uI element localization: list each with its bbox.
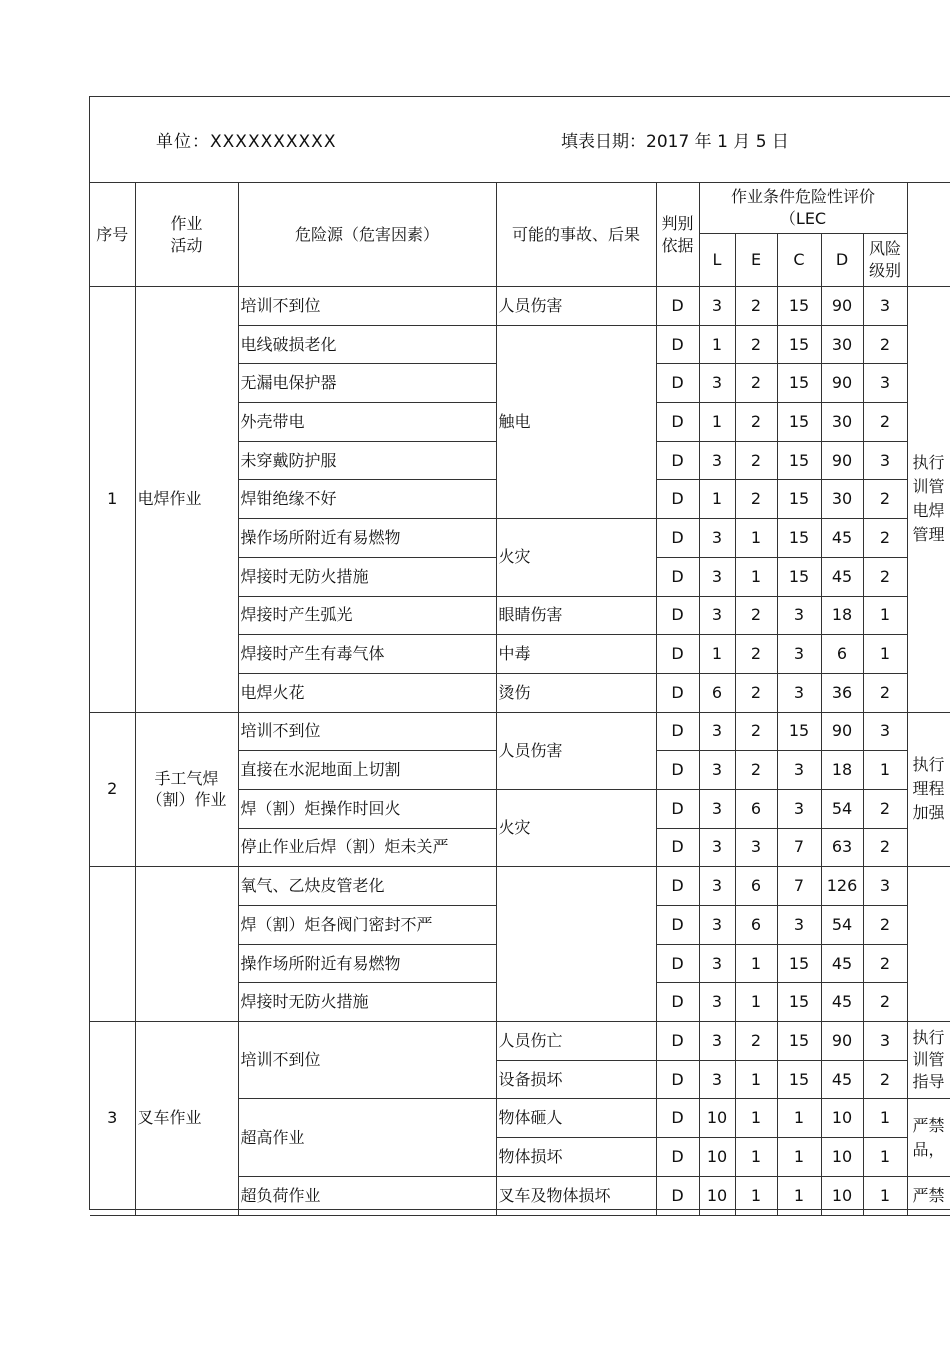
hazard-cell: 焊接时无防火措施 bbox=[238, 983, 496, 1022]
L-cell: 3 bbox=[699, 1060, 735, 1099]
hazard-cell: 直接在水泥地面上切割 bbox=[238, 751, 496, 790]
date-value: 2017 年 1 月 5 日 bbox=[646, 132, 789, 152]
D-cell: 36 bbox=[821, 673, 863, 712]
C-cell: 15 bbox=[777, 519, 821, 558]
L-cell: 3 bbox=[699, 441, 735, 480]
measure-cell: 严禁 bbox=[907, 1176, 950, 1215]
C-cell: 3 bbox=[777, 673, 821, 712]
group-activity: 叉车作业 bbox=[135, 1022, 238, 1215]
D-cell: 10 bbox=[821, 1138, 863, 1177]
level-cell: 2 bbox=[863, 828, 907, 867]
level-cell: 1 bbox=[863, 1138, 907, 1177]
C-cell: 1 bbox=[777, 1176, 821, 1215]
L-cell: 6 bbox=[699, 673, 735, 712]
level-cell: 2 bbox=[863, 403, 907, 442]
hazard-cell: 停止作业后焊（割）炬未关严 bbox=[238, 828, 496, 867]
D-cell: 90 bbox=[821, 287, 863, 326]
consequence-cell: 触电 bbox=[496, 325, 656, 518]
basis-cell: D bbox=[656, 557, 699, 596]
C-cell: 15 bbox=[777, 364, 821, 403]
D-cell: 30 bbox=[821, 403, 863, 442]
level-cell: 3 bbox=[863, 867, 907, 906]
unit-label: 单位： bbox=[156, 132, 210, 152]
E-cell: 2 bbox=[735, 364, 777, 403]
L-cell: 3 bbox=[699, 789, 735, 828]
level-cell: 2 bbox=[863, 673, 907, 712]
hazard-cell: 超负荷作业 bbox=[238, 1176, 496, 1215]
E-cell: 1 bbox=[735, 1176, 777, 1215]
D-cell: 54 bbox=[821, 906, 863, 945]
C-cell: 15 bbox=[777, 1022, 821, 1061]
D-cell: 54 bbox=[821, 789, 863, 828]
unit-field bbox=[156, 127, 336, 152]
hazard-cell: 未穿戴防护服 bbox=[238, 441, 496, 480]
measure-cell: 执行 训管 电焊 管理 bbox=[907, 287, 950, 713]
C-cell: 15 bbox=[777, 557, 821, 596]
col-hazard: 危险源（危害因素） bbox=[238, 183, 496, 287]
table-row bbox=[90, 867, 950, 906]
C-cell: 15 bbox=[777, 480, 821, 519]
L-cell: 3 bbox=[699, 364, 735, 403]
level-cell: 2 bbox=[863, 1060, 907, 1099]
consequence-cell: 叉车及物体损坏 bbox=[496, 1176, 656, 1215]
measure-cell: 执行 理程 加强 bbox=[907, 712, 950, 867]
D-cell: 10 bbox=[821, 1099, 863, 1138]
E-cell: 2 bbox=[735, 751, 777, 790]
D-cell: 90 bbox=[821, 364, 863, 403]
E-cell: 2 bbox=[735, 635, 777, 674]
group-activity bbox=[135, 867, 238, 1022]
col-accident: 可能的事故、后果 bbox=[496, 183, 656, 287]
E-cell: 2 bbox=[735, 325, 777, 364]
basis-cell: D bbox=[656, 1060, 699, 1099]
date-label: 填表日期： bbox=[561, 132, 646, 152]
C-cell: 7 bbox=[777, 867, 821, 906]
level-cell: 2 bbox=[863, 906, 907, 945]
basis-cell: D bbox=[656, 751, 699, 790]
table-row bbox=[90, 1022, 950, 1061]
C-cell: 15 bbox=[777, 325, 821, 364]
level-cell: 2 bbox=[863, 557, 907, 596]
table-row bbox=[90, 712, 950, 751]
C-cell: 3 bbox=[777, 906, 821, 945]
D-cell: 126 bbox=[821, 867, 863, 906]
col-D: D bbox=[821, 234, 863, 287]
level-cell: 3 bbox=[863, 1022, 907, 1061]
level-cell: 3 bbox=[863, 364, 907, 403]
hazard-cell: 培训不到位 bbox=[238, 287, 496, 326]
C-cell: 15 bbox=[777, 1060, 821, 1099]
hazard-cell: 焊钳绝缘不好 bbox=[238, 480, 496, 519]
group-seq bbox=[90, 867, 135, 1022]
level-cell: 2 bbox=[863, 480, 907, 519]
level-cell: 2 bbox=[863, 789, 907, 828]
basis-cell: D bbox=[656, 944, 699, 983]
measure-cell: 严禁 品， bbox=[907, 1099, 950, 1176]
basis-cell: D bbox=[656, 906, 699, 945]
basis-cell: D bbox=[656, 364, 699, 403]
col-E: E bbox=[735, 234, 777, 287]
consequence-cell bbox=[496, 867, 656, 1022]
basis-cell: D bbox=[656, 1138, 699, 1177]
col-basis: 判别 依据 bbox=[656, 183, 699, 287]
basis-cell: D bbox=[656, 867, 699, 906]
C-cell: 15 bbox=[777, 441, 821, 480]
measure-cell bbox=[907, 867, 950, 1022]
L-cell: 3 bbox=[699, 828, 735, 867]
basis-cell: D bbox=[656, 287, 699, 326]
L-cell: 3 bbox=[699, 557, 735, 596]
D-cell: 45 bbox=[821, 519, 863, 558]
hazard-cell: 焊（割）炬操作时回火 bbox=[238, 789, 496, 828]
basis-cell: D bbox=[656, 519, 699, 558]
L-cell: 1 bbox=[699, 480, 735, 519]
E-cell: 6 bbox=[735, 906, 777, 945]
group-seq: 2 bbox=[90, 712, 135, 867]
measure-cell: 执行 训管 指导 bbox=[907, 1022, 950, 1099]
consequence-cell: 设备损坏 bbox=[496, 1060, 656, 1099]
L-cell: 10 bbox=[699, 1138, 735, 1177]
consequence-cell: 火灾 bbox=[496, 789, 656, 866]
level-cell: 1 bbox=[863, 635, 907, 674]
hazard-cell: 电焊火花 bbox=[238, 673, 496, 712]
C-cell: 15 bbox=[777, 983, 821, 1022]
D-cell: 6 bbox=[821, 635, 863, 674]
consequence-cell: 物体砸人 bbox=[496, 1099, 656, 1138]
consequence-cell: 中毒 bbox=[496, 635, 656, 674]
level-cell: 3 bbox=[863, 287, 907, 326]
E-cell: 1 bbox=[735, 983, 777, 1022]
level-cell: 1 bbox=[863, 751, 907, 790]
C-cell: 3 bbox=[777, 596, 821, 635]
D-cell: 30 bbox=[821, 325, 863, 364]
E-cell: 2 bbox=[735, 287, 777, 326]
D-cell: 45 bbox=[821, 983, 863, 1022]
basis-cell: D bbox=[656, 789, 699, 828]
E-cell: 2 bbox=[735, 673, 777, 712]
basis-cell: D bbox=[656, 673, 699, 712]
level-cell: 2 bbox=[863, 325, 907, 364]
L-cell: 3 bbox=[699, 287, 735, 326]
basis-cell: D bbox=[656, 828, 699, 867]
E-cell: 6 bbox=[735, 789, 777, 828]
basis-cell: D bbox=[656, 480, 699, 519]
C-cell: 3 bbox=[777, 789, 821, 828]
basis-cell: D bbox=[656, 712, 699, 751]
consequence-cell: 人员伤亡 bbox=[496, 1022, 656, 1061]
hazard-cell: 氧气、乙炔皮管老化 bbox=[238, 867, 496, 906]
basis-cell: D bbox=[656, 403, 699, 442]
D-cell: 18 bbox=[821, 596, 863, 635]
col-level: 风险 级别 bbox=[863, 234, 907, 287]
basis-cell: D bbox=[656, 1022, 699, 1061]
level-cell: 2 bbox=[863, 519, 907, 558]
group-activity: 手工气焊 （割）作业 bbox=[135, 712, 238, 867]
E-cell: 1 bbox=[735, 944, 777, 983]
hazard-cell: 焊接时产生有毒气体 bbox=[238, 635, 496, 674]
level-cell: 3 bbox=[863, 712, 907, 751]
col-evaluation: 作业条件危险性评价 （LEC bbox=[699, 183, 907, 234]
col-seq: 序号 bbox=[90, 183, 135, 287]
D-cell: 45 bbox=[821, 557, 863, 596]
E-cell: 2 bbox=[735, 712, 777, 751]
E-cell: 1 bbox=[735, 519, 777, 558]
group-seq: 3 bbox=[90, 1022, 135, 1215]
D-cell: 90 bbox=[821, 712, 863, 751]
header-row-1 bbox=[90, 183, 950, 234]
D-cell: 90 bbox=[821, 441, 863, 480]
E-cell: 1 bbox=[735, 557, 777, 596]
E-cell: 2 bbox=[735, 403, 777, 442]
basis-cell: D bbox=[656, 325, 699, 364]
L-cell: 3 bbox=[699, 596, 735, 635]
hazard-cell: 无漏电保护器 bbox=[238, 364, 496, 403]
hazard-table bbox=[90, 182, 950, 1216]
L-cell: 1 bbox=[699, 403, 735, 442]
C-cell: 1 bbox=[777, 1099, 821, 1138]
D-cell: 63 bbox=[821, 828, 863, 867]
C-cell: 15 bbox=[777, 712, 821, 751]
E-cell: 1 bbox=[735, 1099, 777, 1138]
col-measure-header bbox=[907, 183, 950, 287]
basis-cell: D bbox=[656, 635, 699, 674]
unit-value: XXXXXXXXXX bbox=[210, 132, 337, 152]
basis-cell: D bbox=[656, 596, 699, 635]
level-cell: 2 bbox=[863, 944, 907, 983]
col-L: L bbox=[699, 234, 735, 287]
L-cell: 3 bbox=[699, 1022, 735, 1061]
D-cell: 90 bbox=[821, 1022, 863, 1061]
hazard-cell: 超高作业 bbox=[238, 1099, 496, 1176]
L-cell: 10 bbox=[699, 1176, 735, 1215]
basis-cell: D bbox=[656, 1099, 699, 1138]
D-cell: 10 bbox=[821, 1176, 863, 1215]
L-cell: 3 bbox=[699, 867, 735, 906]
C-cell: 15 bbox=[777, 944, 821, 983]
L-cell: 1 bbox=[699, 325, 735, 364]
group-seq: 1 bbox=[90, 287, 135, 713]
E-cell: 1 bbox=[735, 1138, 777, 1177]
E-cell: 2 bbox=[735, 596, 777, 635]
hazard-cell: 焊接时产生弧光 bbox=[238, 596, 496, 635]
L-cell: 1 bbox=[699, 635, 735, 674]
table-row bbox=[90, 287, 950, 326]
C-cell: 7 bbox=[777, 828, 821, 867]
col-C: C bbox=[777, 234, 821, 287]
L-cell: 3 bbox=[699, 906, 735, 945]
hazard-cell: 外壳带电 bbox=[238, 403, 496, 442]
L-cell: 3 bbox=[699, 751, 735, 790]
E-cell: 1 bbox=[735, 1060, 777, 1099]
consequence-cell: 物体损坏 bbox=[496, 1138, 656, 1177]
C-cell: 15 bbox=[777, 287, 821, 326]
consequence-cell: 人员伤害 bbox=[496, 287, 656, 326]
D-cell: 18 bbox=[821, 751, 863, 790]
L-cell: 3 bbox=[699, 519, 735, 558]
group-activity: 电焊作业 bbox=[135, 287, 238, 713]
hazard-cell: 操作场所附近有易燃物 bbox=[238, 519, 496, 558]
sheet-header bbox=[90, 97, 950, 183]
L-cell: 3 bbox=[699, 944, 735, 983]
col-activity: 作业 活动 bbox=[135, 183, 238, 287]
consequence-cell: 火灾 bbox=[496, 519, 656, 596]
C-cell: 15 bbox=[777, 403, 821, 442]
hazard-cell: 电线破损老化 bbox=[238, 325, 496, 364]
E-cell: 3 bbox=[735, 828, 777, 867]
E-cell: 2 bbox=[735, 1022, 777, 1061]
level-cell: 3 bbox=[863, 441, 907, 480]
level-cell: 1 bbox=[863, 1099, 907, 1138]
D-cell: 45 bbox=[821, 944, 863, 983]
basis-cell: D bbox=[656, 983, 699, 1022]
level-cell: 1 bbox=[863, 596, 907, 635]
consequence-cell: 烫伤 bbox=[496, 673, 656, 712]
E-cell: 6 bbox=[735, 867, 777, 906]
hazard-cell: 培训不到位 bbox=[238, 1022, 496, 1099]
basis-cell: D bbox=[656, 1176, 699, 1215]
E-cell: 2 bbox=[735, 441, 777, 480]
hazard-cell: 焊接时无防火措施 bbox=[238, 557, 496, 596]
E-cell: 2 bbox=[735, 480, 777, 519]
C-cell: 3 bbox=[777, 751, 821, 790]
L-cell: 10 bbox=[699, 1099, 735, 1138]
D-cell: 45 bbox=[821, 1060, 863, 1099]
C-cell: 3 bbox=[777, 635, 821, 674]
C-cell: 1 bbox=[777, 1138, 821, 1177]
L-cell: 3 bbox=[699, 983, 735, 1022]
hazard-cell: 操作场所附近有易燃物 bbox=[238, 944, 496, 983]
hazard-cell: 培训不到位 bbox=[238, 712, 496, 751]
consequence-cell: 眼睛伤害 bbox=[496, 596, 656, 635]
hazard-cell: 焊（割）炬各阀门密封不严 bbox=[238, 906, 496, 945]
risk-assessment-sheet bbox=[89, 96, 950, 1210]
D-cell: 30 bbox=[821, 480, 863, 519]
consequence-cell: 人员伤害 bbox=[496, 712, 656, 789]
level-cell: 2 bbox=[863, 983, 907, 1022]
level-cell: 1 bbox=[863, 1176, 907, 1215]
L-cell: 3 bbox=[699, 712, 735, 751]
date-field bbox=[561, 127, 789, 152]
basis-cell: D bbox=[656, 441, 699, 480]
